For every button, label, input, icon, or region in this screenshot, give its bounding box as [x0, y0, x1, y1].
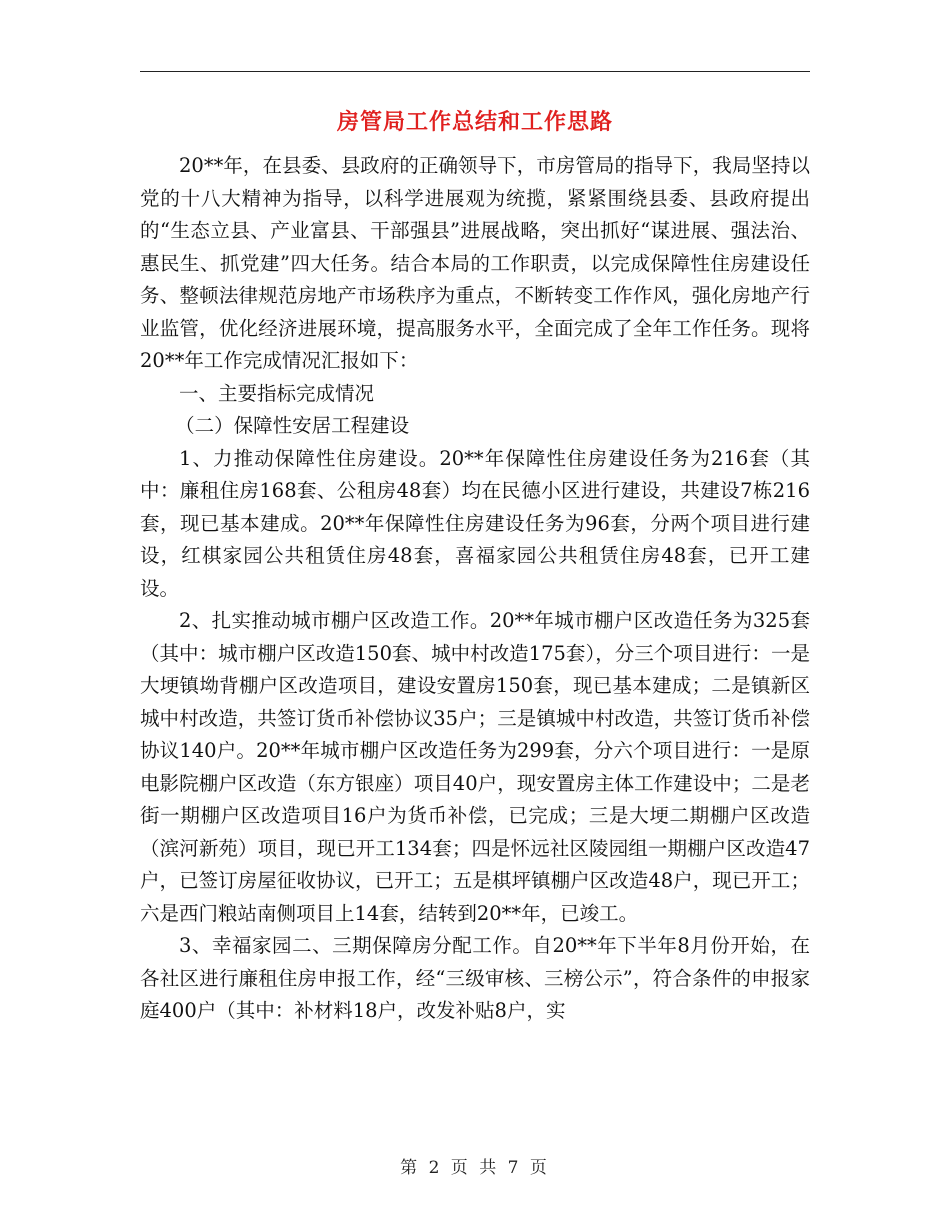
page-footer: 第 2 页 共 7 页: [400, 1158, 550, 1178]
document-title: 房管局工作总结和工作思路: [336, 110, 613, 135]
subsection-heading: （二）保障性安居工程建设: [175, 414, 410, 437]
item-paragraph-1: 1、力推动保障性住房建设。20**年保障性住房建设任务为216套（其中：廉租住房168套、公租房48套）均在民德小区进行建设，共建设7栋216套，现已基本建成。20**年保障性住房建设任务为96套，分两个项目进行建设，红棋家园公共租赁住房48套，喜福家园公共租赁住房48套，已开工建设。: [140, 446, 810, 600]
document-body: [140, 150, 810, 1028]
section-heading: 一、主要指标完成情况: [179, 381, 375, 405]
intro-paragraph: 20**年，在县委、县政府的正确领导下，市房管局的指导下，我局坚持以党的十八大精神为指导，以科学进展观为统揽，紧紧围绕县委、县政府提出的“生态立县、产业富县、干部强县”进展战略，突出抓好“谋进展、强法治、惠民生、抓党建”四大任务。结合本局的工作职责，以完成保障性住房建设任务、整顿法律规范房地产市场秩序为重点，不断转变工作作风，强化房地产行业监管，优化经济进展环境，提高服务水平，全面完成了全年工作任务。现将20**年工作完成情况汇报如下：: [140, 154, 810, 372]
header-rule: [140, 71, 810, 72]
item-paragraph-2: 2、扎实推动城市棚户区改造工作。20**年城市棚户区改造任务为325套（其中：城市棚户区改造150套、城中村改造175套），分三个项目进行：一是大埂镇坳背棚户区改造项目，建设安置房150套，现已基本建成；二是镇新区城中村改造，共签订货币补偿协议35户；三是镇城中村改造，共签订货币补偿协议140户。20**年城市棚户区改造任务为299套，分六个项目进行：一是原电影院棚户区改造（东方银座）项目40户，现安置房主体工作建设中；二是老街一期棚户区改造项目16户为货币补偿，已完成；三是大埂二期棚户区改造（滨河新苑）项目，现已开工134套；四是怀远社区陵园组一期棚户区改造47户，已签订房屋征收协议，已开工；五是棋坪镇棚户区改造48户，现已开工；六是西门粮站南侧项目上14套，结转到20**年，已竣工。: [140, 609, 810, 925]
item-paragraph-3: 3、幸福家园二、三期保障房分配工作。自20**年下半年8月份开始，在各社区进行廉租住房申报工作，经“三级审核、三榜公示”，符合条件的申报家庭400户（其中：补材料18户，改发补贴8户，实: [140, 934, 810, 1022]
